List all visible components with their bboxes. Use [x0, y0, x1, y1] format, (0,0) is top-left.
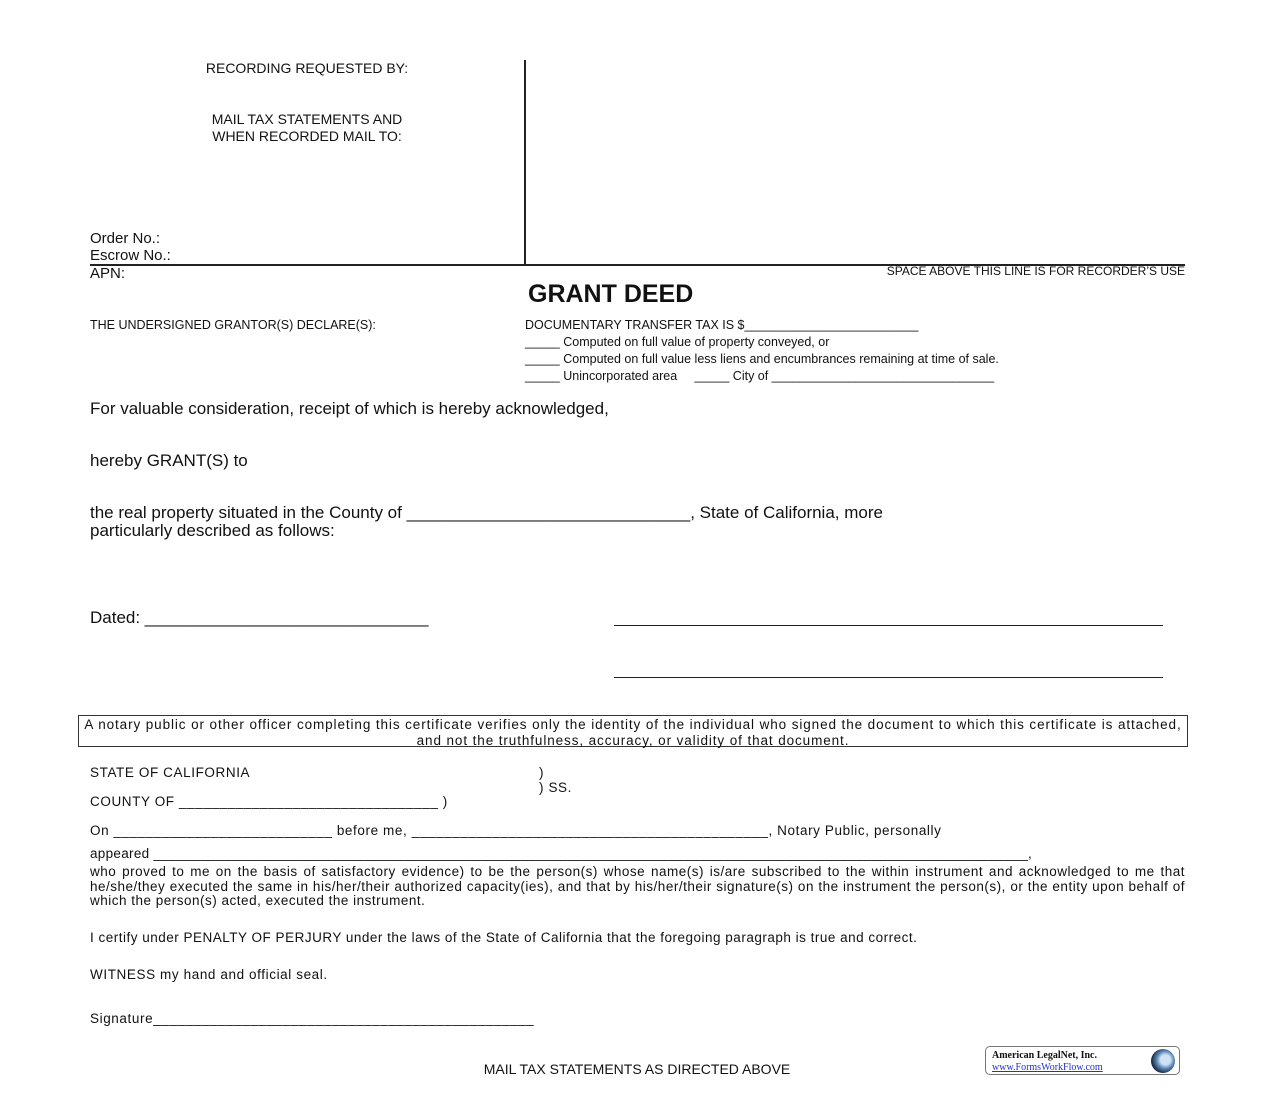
dated-line: Dated: ______________________________	[90, 608, 429, 627]
mail-tax-label-1: MAIL TAX STATEMENTS AND	[211, 111, 403, 127]
document-title: GRANT DEED	[528, 280, 694, 308]
tax-option-full-value: _____ Computed on full value of property conveyed, or	[525, 335, 830, 349]
property-text-1: the real property situated in the County of ______________________________, State of California, more	[90, 503, 883, 522]
venue-paren: )	[539, 765, 545, 780]
grantor-declare-label: THE UNDERSIGNED GRANTOR(S) DECLARE(S):	[90, 318, 376, 332]
notary-signature-line: Signature_______________________________________________	[90, 1011, 535, 1026]
american-legalnet-logo	[985, 1046, 1180, 1075]
consideration-text: For valuable consideration, receipt of which is hereby acknowledged,	[90, 399, 609, 418]
certify-paragraph: I certify under PENALTY OF PERJURY under the laws of the State of California that the foregoing paragraph is true and correct.	[90, 930, 918, 945]
logo-name: American LegalNet, Inc.	[992, 1050, 1097, 1061]
grantor-signature-line-2	[614, 677, 1163, 678]
witness-text: WITNESS my hand and official seal.	[90, 967, 328, 982]
tax-option-less-liens: _____ Computed on full value less liens and encumbrances remaining at time of sale.	[525, 352, 999, 366]
grantor-signature-line-1	[614, 625, 1163, 626]
tax-option-area: _____ Unincorporated area _____ City of ________________________________	[525, 369, 995, 383]
transfer-tax-line: DOCUMENTARY TRANSFER TAX IS $_________________________	[525, 318, 919, 332]
apn-label: APN:	[90, 265, 126, 282]
state-label: STATE OF CALIFORNIA	[90, 765, 251, 780]
footer-mail-tax: MAIL TAX STATEMENTS AS DIRECTED ABOVE	[483, 1061, 791, 1077]
globe-icon	[1151, 1049, 1175, 1073]
recorder-use-note: SPACE ABOVE THIS LINE IS FOR RECORDER’S USE	[886, 264, 1185, 278]
ss-label: ) SS.	[539, 780, 573, 795]
appeared-line: appeared ________________________________________________________________________________________________________________,	[90, 846, 1033, 861]
grant-text: hereby GRANT(S) to	[90, 451, 248, 470]
proved-paragraph: who proved to me on the basis of satisfactory evidence) to be the person(s) whose name(s) is/are subscribed to the within instrument and acknowledged to me that he/she/they executed the same in his/her/their authorized capacity(ies), and that by his/her/their signature(s) on the instrument the person(s), or the entity upon behalf of which the person(s) acted, executed the instrument.	[90, 864, 1185, 908]
escrow-no-label: Escrow No.:	[90, 247, 171, 264]
county-line: COUNTY OF ________________________________ )	[90, 794, 448, 809]
notary-disclaimer-box: A notary public or other officer completing this certificate verifies only the identity of the individual who signed the document to which this certificate is attached, and not the truthfulness, accuracy, or validity of that document.	[78, 715, 1188, 747]
property-text-2: particularly described as follows:	[90, 521, 335, 540]
recorder-divider-vertical	[524, 60, 526, 264]
mail-tax-label-2: WHEN RECORDED MAIL TO:	[212, 128, 402, 144]
recording-requested-by-label: RECORDING REQUESTED BY:	[205, 60, 409, 76]
notary-on-line: On ___________________________ before me, ____________________________________________, Notary Public, personally	[90, 823, 942, 838]
order-no-label: Order No.:	[90, 230, 161, 247]
logo-url-link[interactable]: www.FormsWorkFlow.com	[992, 1062, 1103, 1073]
